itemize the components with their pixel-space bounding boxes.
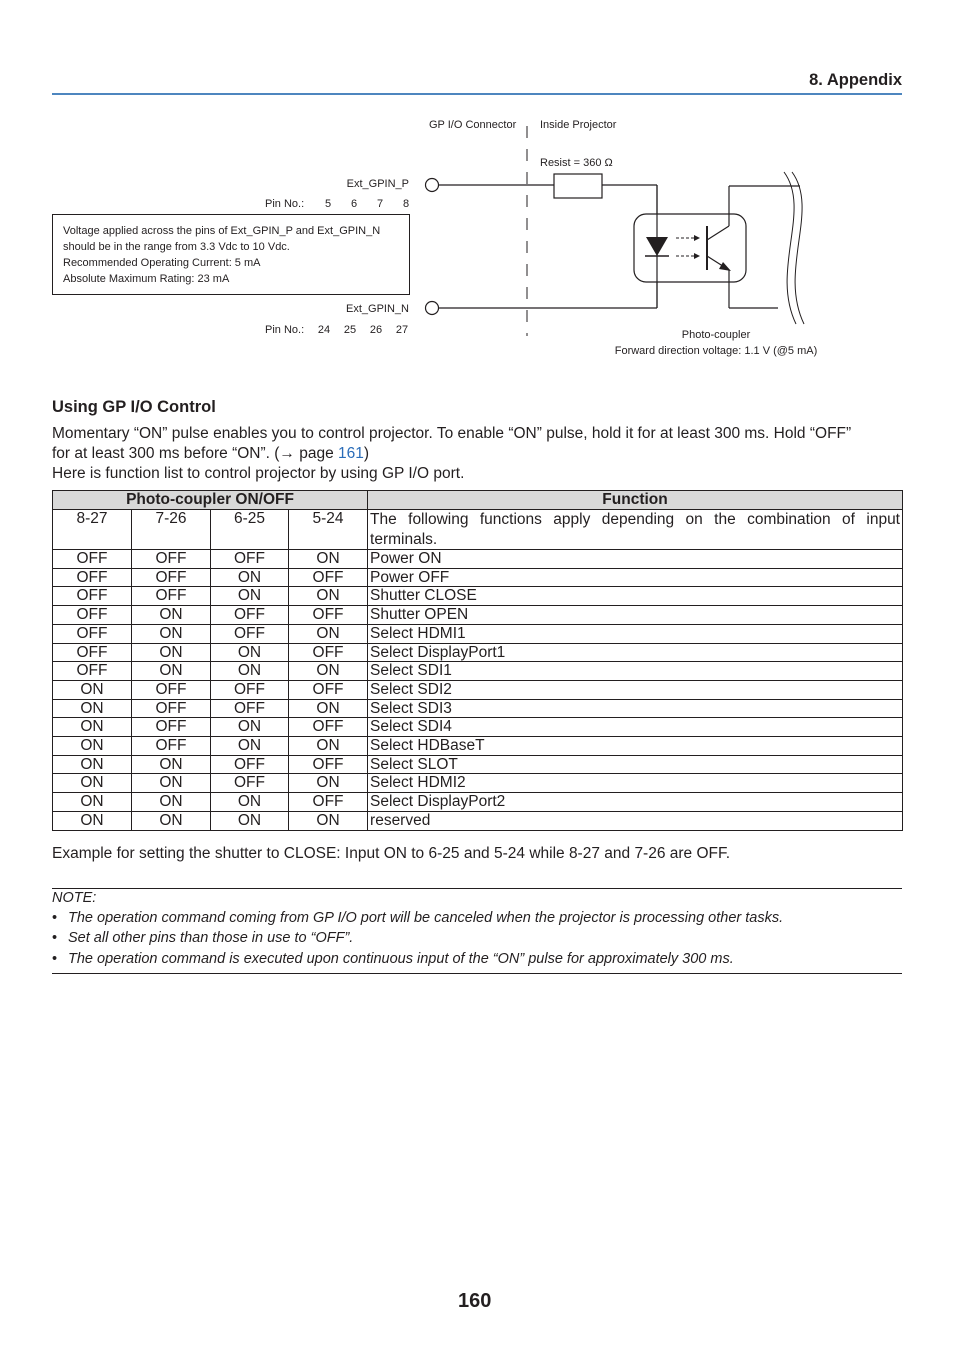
pin-state-cell: OFF: [132, 718, 211, 737]
function-cell: reserved: [368, 811, 903, 830]
pin-state-cell: ON: [53, 680, 132, 699]
page-link[interactable]: 161: [338, 445, 364, 462]
function-cell: Select DisplayPort1: [368, 643, 903, 662]
pin-state-cell: OFF: [132, 550, 211, 569]
pin-no-label-top: Pin No.:: [265, 198, 305, 210]
function-cell: Select HDBaseT: [368, 737, 903, 756]
note-item: [52, 910, 902, 926]
intro-line-2-prefix: for at least 300 ms before “ON”. (→ page: [52, 445, 339, 462]
pin-state-cell: OFF: [132, 587, 211, 606]
pin-state-cell: ON: [289, 811, 368, 830]
pin-state-cell: ON: [53, 774, 132, 793]
pin-state-cell: ON: [132, 606, 211, 625]
pin-state-cell: OFF: [289, 568, 368, 587]
pin-state-cell: OFF: [289, 643, 368, 662]
table-row: [53, 699, 903, 718]
pin-state-cell: OFF: [289, 718, 368, 737]
pin-state-cell: ON: [53, 699, 132, 718]
pin-state-cell: OFF: [132, 568, 211, 587]
function-cell: Power ON: [368, 550, 903, 569]
note-item: [52, 951, 902, 967]
pin-state-cell: OFF: [53, 662, 132, 681]
pin-bottom-1: 24: [317, 324, 331, 336]
pin-header-5-24: 5-24: [289, 510, 368, 550]
note-top-rule: [52, 888, 902, 889]
voltage-box-line-1: Voltage applied across the pins of Ext_GPIN_P and Ext_GPIN_N: [63, 225, 381, 237]
header-photo-coupler: Photo-coupler ON/OFF: [53, 491, 368, 510]
photo-coupler-label: Photo-coupler: [681, 329, 751, 341]
pin-state-cell: ON: [211, 587, 289, 606]
pin-state-cell: ON: [211, 718, 289, 737]
gpio-circuit-diagram: [0, 0, 954, 380]
pin-header-6-25: 6-25: [211, 510, 289, 550]
note-item-text: The operation command coming from GP I/O port will be canceled when the projector is processing other tasks.: [68, 910, 784, 926]
intro-line-2: [52, 444, 904, 464]
pin-state-cell: ON: [289, 624, 368, 643]
pin-header-row: [53, 510, 903, 550]
pin-bottom-2: 25: [343, 324, 357, 336]
note-bottom-rule: [52, 973, 902, 974]
table-row: [53, 718, 903, 737]
table-row: [53, 737, 903, 756]
pin-state-cell: ON: [289, 774, 368, 793]
pin-state-cell: OFF: [53, 587, 132, 606]
pin-state-cell: OFF: [132, 699, 211, 718]
function-cell: Select HDMI1: [368, 624, 903, 643]
pin-state-cell: ON: [53, 718, 132, 737]
pin-state-cell: ON: [289, 737, 368, 756]
forward-voltage-label: Forward direction voltage: 1.1 V (@5 mA): [614, 345, 818, 357]
pin-state-cell: ON: [132, 793, 211, 812]
section-heading: Using GP I/O Control: [52, 398, 216, 416]
voltage-box-line-3: Recommended Operating Current: 5 mA: [63, 257, 261, 269]
pin-no-label-bottom: Pin No.:: [265, 324, 305, 336]
pin-state-cell: OFF: [53, 568, 132, 587]
pin-state-cell: OFF: [289, 680, 368, 699]
note-title: NOTE:: [52, 890, 97, 906]
pin-bottom-4: 27: [395, 324, 409, 336]
header-function: Function: [368, 491, 903, 510]
note-item-text: Set all other pins than those in use to “OFF”.: [68, 930, 354, 946]
voltage-box-line-4: Absolute Maximum Rating: 23 mA: [63, 273, 230, 285]
inside-projector-label: Inside Projector: [540, 119, 617, 131]
pin-top-4: 8: [402, 198, 410, 210]
table-row: [53, 624, 903, 643]
intro-line-1: Momentary “ON” pulse enables you to control projector. To enable “ON” pulse, hold it for at least 300 ms. Hold “OFF”: [52, 425, 852, 442]
pin-top-3: 7: [376, 198, 384, 210]
function-cell: Select HDMI2: [368, 774, 903, 793]
pin-state-cell: ON: [132, 643, 211, 662]
pin-header-7-26: 7-26: [132, 510, 211, 550]
resistor-icon: [554, 174, 602, 198]
terminal-n-icon: [426, 302, 439, 315]
pin-state-cell: OFF: [53, 606, 132, 625]
break-mark-2: [792, 172, 804, 324]
bullet-icon: •: [52, 951, 58, 967]
voltage-box-line-2: should be in the range from 3.3 Vdc to 10 Vdc.: [63, 241, 290, 253]
pin-state-cell: OFF: [53, 643, 132, 662]
table-row: [53, 550, 903, 569]
pin-state-cell: ON: [132, 662, 211, 681]
table-row: [53, 587, 903, 606]
break-mark-1: [784, 172, 796, 324]
function-cell: Power OFF: [368, 568, 903, 587]
bullet-icon: •: [52, 910, 58, 926]
intro-line-3: Here is function list to control projector by using GP I/O port.: [52, 465, 465, 482]
pin-top-1: 5: [324, 198, 332, 210]
pin-state-cell: ON: [289, 699, 368, 718]
table-row: [53, 793, 903, 812]
pin-state-cell: ON: [211, 662, 289, 681]
pin-state-cell: OFF: [289, 793, 368, 812]
table-row: [53, 643, 903, 662]
bullet-icon: •: [52, 930, 58, 946]
pin-state-cell: ON: [211, 793, 289, 812]
terminal-p-icon: [426, 179, 439, 192]
pin-state-cell: ON: [289, 587, 368, 606]
pin-state-cell: ON: [289, 662, 368, 681]
ext-gpin-n-label: Ext_GPIN_N: [346, 303, 409, 315]
function-cell: Select SDI2: [368, 680, 903, 699]
table-row: [53, 606, 903, 625]
pin-state-cell: OFF: [289, 755, 368, 774]
function-cell: Select DisplayPort2: [368, 793, 903, 812]
pin-top-2: 6: [350, 198, 358, 210]
function-cell: Select SDI4: [368, 718, 903, 737]
function-cell: Shutter OPEN: [368, 606, 903, 625]
table-row: [53, 662, 903, 681]
pin-state-cell: OFF: [211, 624, 289, 643]
pin-state-cell: ON: [132, 755, 211, 774]
function-cell: Select SDI3: [368, 699, 903, 718]
pin-state-cell: OFF: [53, 624, 132, 643]
table-row: [53, 568, 903, 587]
pin-state-cell: OFF: [132, 737, 211, 756]
pin-state-cell: OFF: [53, 550, 132, 569]
pin-state-cell: ON: [132, 774, 211, 793]
pin-state-cell: OFF: [211, 755, 289, 774]
pin-state-cell: ON: [211, 737, 289, 756]
pin-state-cell: ON: [132, 624, 211, 643]
pin-state-cell: OFF: [211, 680, 289, 699]
gpio-connector-label: GP I/O Connector: [429, 119, 517, 131]
page-number: 160: [458, 1290, 492, 1312]
pin-header-8-27: 8-27: [53, 510, 132, 550]
section-header-title: 8. Appendix: [809, 71, 902, 89]
pin-state-cell: ON: [53, 755, 132, 774]
pin-state-cell: ON: [211, 811, 289, 830]
function-cell: Select SLOT: [368, 755, 903, 774]
intro-line-2-suffix: ): [363, 445, 370, 462]
pin-state-cell: ON: [53, 793, 132, 812]
pin-state-cell: ON: [53, 737, 132, 756]
pin-state-cell: OFF: [132, 680, 211, 699]
table-header-row: [53, 491, 903, 510]
gpio-function-table: [52, 490, 903, 831]
function-cell: Shutter CLOSE: [368, 587, 903, 606]
pin-state-cell: OFF: [211, 606, 289, 625]
table-row: [53, 774, 903, 793]
pin-state-cell: ON: [211, 568, 289, 587]
function-cell: Select SDI1: [368, 662, 903, 681]
pin-bottom-3: 26: [369, 324, 383, 336]
example-text: Example for setting the shutter to CLOSE: Input ON to 6-25 and 5-24 while 8-27 and 7-26 are OFF.: [52, 845, 731, 862]
pin-state-cell: ON: [289, 550, 368, 569]
pin-state-cell: OFF: [289, 606, 368, 625]
pin-state-cell: OFF: [211, 774, 289, 793]
table-row: [53, 680, 903, 699]
pin-state-cell: ON: [132, 811, 211, 830]
table-row: [53, 755, 903, 774]
pin-header-function-note: The following functions apply depending on the combination of input terminals.: [368, 510, 903, 550]
table-row: [53, 811, 903, 830]
pin-state-cell: OFF: [211, 699, 289, 718]
ext-gpin-p-label: Ext_GPIN_P: [346, 178, 409, 190]
pin-state-cell: ON: [211, 643, 289, 662]
resist-label: Resist = 360 Ω: [540, 157, 613, 169]
pin-state-cell: ON: [53, 811, 132, 830]
note-item: [52, 930, 902, 946]
note-item-text: The operation command is executed upon continuous input of the “ON” pulse for approximately 300 ms.: [68, 951, 734, 967]
pin-state-cell: OFF: [211, 550, 289, 569]
